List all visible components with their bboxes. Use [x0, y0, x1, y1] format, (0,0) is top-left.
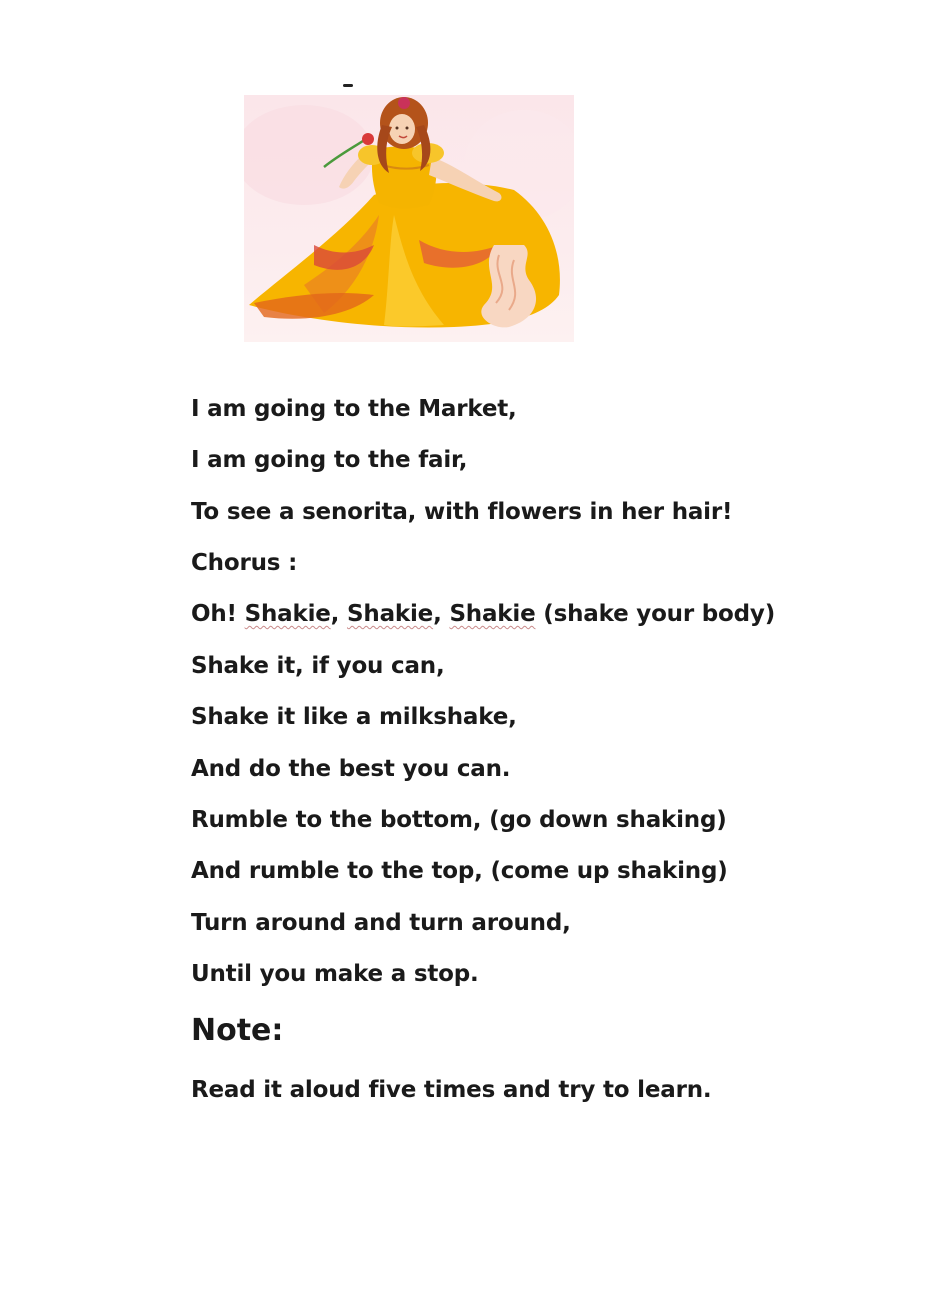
poem-line: I am going to the fair, [191, 447, 468, 473]
chorus-line: Shake it like a milkshake, [191, 704, 517, 730]
chorus-label: Chorus : [191, 550, 298, 576]
princess-illustration [244, 95, 574, 342]
chorus-suffix: (shake your body) [535, 601, 776, 627]
misspelled-word: Shakie [244, 601, 331, 627]
note-text: Read it aloud five times and try to learn. [191, 1077, 712, 1103]
misspelled-word: Shakie [347, 601, 434, 627]
chorus-line-shakie [191, 599, 775, 629]
chorus-line: Shake it, if you can, [191, 653, 445, 679]
chorus-line: And rumble to the top, (come up shaking) [191, 858, 728, 884]
chorus-line: And do the best you can. [191, 756, 511, 782]
note-heading: Note: [191, 1013, 284, 1048]
stray-mark [343, 84, 353, 87]
chorus-line: Turn around and turn around, [191, 910, 571, 936]
chorus-line: Rumble to the bottom, (go down shaking) [191, 807, 727, 833]
chorus-prefix: Oh! [191, 601, 245, 627]
chorus-separator: , [330, 601, 348, 627]
poem-line: To see a senorita, with flowers in her hair! [191, 499, 733, 525]
poem-line: I am going to the Market, [191, 396, 517, 422]
misspelled-word: Shakie [449, 601, 536, 627]
chorus-separator: , [433, 601, 450, 627]
princess-in-yellow-gown-icon [244, 95, 574, 342]
chorus-line: Until you make a stop. [191, 961, 479, 987]
